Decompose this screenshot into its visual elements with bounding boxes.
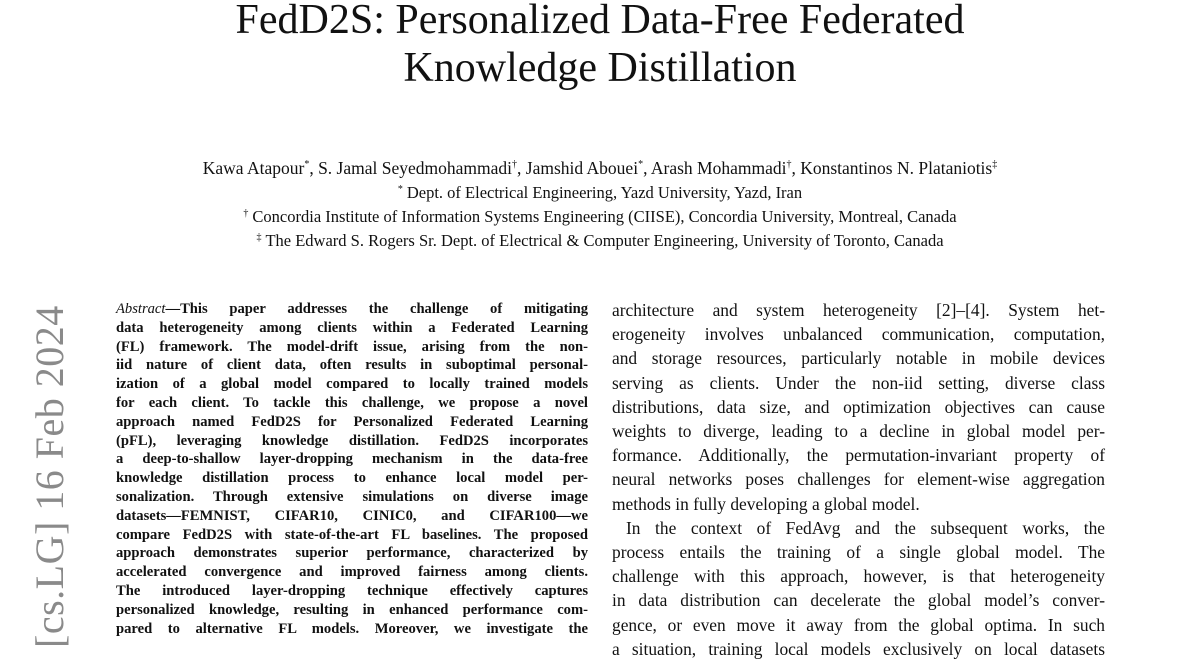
abstract-label: Abstract [116, 301, 166, 317]
author-mark: † [786, 159, 792, 170]
affiliation [0, 181, 1200, 205]
author-mark: ‡ [992, 159, 998, 170]
affiliation-text: Concordia Institute of Information Systems Engineering (CIISE), Concordia University, Montreal, Canada [252, 207, 957, 226]
author-name: Konstantinos N. Plataniotis [800, 158, 993, 178]
author-name: Jamshid Abouei [525, 158, 639, 178]
author-mark: † [512, 159, 518, 170]
abstract-line: datasets—FEMNIST, CIFAR10, CINIC0, and CIFAR100—we [116, 507, 588, 524]
author-name: Kawa Atapour [202, 158, 305, 178]
author-mark: * [304, 159, 310, 170]
abstract-line: accelerated convergence and improved fairness among clients. [116, 564, 588, 581]
abstract-line: (pFL), leveraging knowledge distillation. FedD2S incorporates [116, 432, 588, 449]
abstract-line-text: —This paper addresses the challenge of mitigating [165, 301, 588, 317]
affiliation [0, 205, 1200, 229]
author-list: Kawa Atapour*, S. Jamal Seyedmohammadi†, Jamshid Abouei*, Arash Mohammadi†, Konstantinos N. Plataniotis‡ [202, 158, 998, 178]
abstract-line: ization of a global model compared to locally trained models [116, 376, 588, 393]
abstract-column [116, 300, 588, 638]
body-line: in data distribution can decelerate the global model’s conver- [612, 590, 1105, 611]
paper-title [0, 0, 1200, 92]
affiliation-mark: † [243, 208, 249, 219]
abstract-line: compare FedD2S with state-of-the-art FL baselines. The proposed [116, 526, 588, 543]
abstract-line: The introduced layer-dropping technique effectively captures [116, 582, 588, 599]
abstract-line: knowledge distillation process to enhance local model per- [116, 470, 588, 487]
body-line: architecture and system heterogeneity [2]–[4]. System het- [612, 300, 1105, 320]
affiliation-list [0, 181, 1200, 253]
body-line: and storage resources, particularly notable in mobile devices [612, 348, 1105, 369]
body-line: challenge with this approach, however, is that heterogeneity [612, 566, 1105, 587]
paper-title-line-1: FedD2S: Personalized Data-Free Federated [235, 0, 965, 43]
abstract-line: pared to alternative FL models. Moreover, we investigate the [116, 620, 588, 637]
abstract-line: for each client. To tackle this challenge, we propose a novel [116, 394, 588, 411]
abstract-line: iid nature of client data, often results in suboptimal personal- [116, 357, 588, 374]
body-line: erogeneity involves unbalanced communication, computation, [612, 324, 1105, 345]
affiliation-mark: ‡ [256, 232, 262, 243]
body-line: gence, or even move it away from the global optima. In such [612, 614, 1105, 635]
abstract-line: a deep-to-shallow layer-dropping mechanism in the data-free [116, 451, 588, 468]
body-line: weights to diverge, leading to a decline in global model per- [612, 421, 1105, 442]
abstract-line: personalized knowledge, resulting in enhanced performance com- [116, 601, 588, 618]
body-line: In the context of FedAvg and the subsequent works, the [626, 517, 1105, 538]
paper-title-line-2: Knowledge Distillation [403, 45, 797, 91]
body-line: methods in fully developing a global model. [612, 493, 920, 514]
abstract-line [116, 300, 588, 319]
affiliation-text: Dept. of Electrical Engineering, Yazd University, Yazd, Iran [406, 183, 803, 202]
body-line: a situation, training local models exclusively on local datasets [612, 638, 1105, 659]
body-line: neural networks poses challenges for element-wise aggregation [612, 469, 1105, 490]
body-column [612, 298, 1105, 661]
author-name: S. Jamal Seyedmohammadi [318, 158, 513, 178]
abstract-line: data heterogeneity among clients within a Federated Learning [116, 319, 588, 336]
abstract-line: approach demonstrates superior performance, characterized by [116, 545, 588, 562]
body-line: distributions, data size, and optimization objectives can cause [612, 396, 1105, 417]
affiliation-mark: * [397, 184, 403, 195]
body-line: serving as clients. Under the non-iid setting, diverse class [612, 372, 1105, 393]
abstract-line: sonalization. Through extensive simulations on diverse image [116, 488, 588, 505]
abstract-line: (FL) framework. The model-drift issue, arising from the non- [116, 338, 588, 355]
author-name: Arash Mohammadi [650, 158, 787, 178]
affiliation [0, 229, 1200, 253]
abstract-line: approach named FedD2S for Personalized Federated Learning [116, 413, 588, 430]
body-line: process entails the training of a single global model. The [612, 542, 1105, 563]
arxiv-side-stamp: [cs.LG] 16 Feb 2024 [27, 305, 72, 648]
affiliation-text: The Edward S. Rogers Sr. Dept. of Electrical & Computer Engineering, University of Toronto, Canada [265, 231, 944, 250]
body-line: formance. Additionally, the permutation-invariant property of [612, 445, 1105, 466]
author-mark: * [638, 159, 644, 170]
